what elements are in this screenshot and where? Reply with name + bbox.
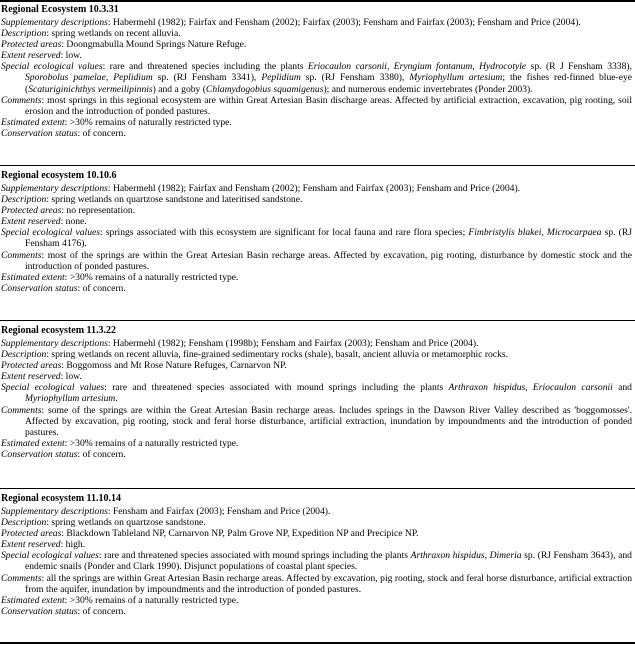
description-line: Description: spring wetlands on recent alluvia, fine-grained sedimentary rocks (shale), basalt, ancient alluvia or metamorphic rocks. bbox=[1, 349, 508, 361]
bottom-rule bbox=[0, 642, 635, 644]
conservation-status-line: Conservation status: of concern. bbox=[1, 448, 126, 460]
top-rule bbox=[0, 0, 635, 2]
supplementary-line: Supplementary descriptions: Habermehl (1982); Fairfax and Fensham (2002); Fairfax (2003); Fensham and Fairfax (2003); Fensham and Price (2004). bbox=[1, 17, 581, 28]
section-10-3-31 bbox=[1, 4, 632, 139]
special-values-line: Special ecological values: rare and threatened species associated with mound springs including the plants Arthraxon hispidus, Dimeria sp. (RJ Fensham 3643), and endemic snails (Ponder and Clark 1990). Disjunct populations of coastal plant species. bbox=[1, 550, 632, 573]
section-divider bbox=[0, 320, 635, 321]
comments-line: Comments: most springs in this regional ecosystem are within Great Artesian Basin discharge areas. Affected by artificial extraction, excavation, pig rooting, soil erosion and the introduction of ponded pastures. bbox=[1, 94, 632, 117]
section-title: Regional ecosystem 11.10.14 bbox=[1, 493, 121, 504]
section-title: Regional ecosystem 10.10.6 bbox=[1, 170, 117, 181]
comments-line: Comments: all the springs are within Great Artesian Basin recharge areas. Affected by excavation, pig rooting, stock and feral horse disturbance, artificial extraction from the aquifer, inundation by impoundments and the introduction of ponded pastures. bbox=[1, 572, 632, 595]
description-line: Description: spring wetlands on recent alluvia. bbox=[1, 28, 181, 40]
extent-reserved-line: Extent reserved: low. bbox=[1, 50, 82, 62]
comments-line: Comments: some of the springs are within the Great Artesian Basin recharge areas. Includes springs in the Dawson River Valley described as 'boggomosses'. Affected by excavation, pig rooting, stock and feral horse disturbance, artificial extraction, inundation by impoundments and the introduction of ponded pastures. bbox=[1, 404, 632, 438]
description-line: Description: spring wetlands on quartzose sandstone and lateritised sandstone. bbox=[1, 194, 303, 206]
extent-reserved-line: Extent reserved: low. bbox=[1, 371, 82, 383]
supplementary-line: Supplementary descriptions: Fensham and Fairfax (2003); Fensham and Price (2004). bbox=[1, 506, 331, 517]
section-11-10-14 bbox=[1, 493, 632, 617]
conservation-status-line: Conservation status: of concern. bbox=[1, 605, 126, 617]
extent-reserved-line: Extent reserved: none. bbox=[1, 216, 87, 228]
section-10-10-6 bbox=[1, 170, 632, 294]
special-values-line: Special ecological values: rare and threatened species associated with mound springs including the plants Arthraxon hispidus, Eriocaulon carsonii and Myriophyllum artesium. bbox=[1, 382, 632, 405]
estimated-extent-line: Estimated extent: >30% remains of a naturally restricted type. bbox=[1, 271, 239, 283]
conservation-status-line: Conservation status: of concern. bbox=[1, 282, 126, 294]
protected-line: Protected areas: Doongmabulla Mound Springs Nature Refuge. bbox=[1, 39, 247, 51]
section-divider bbox=[0, 488, 635, 489]
supplementary-line: Supplementary descriptions: Habermehl (1982); Fensham (1998b); Fensham and Fairfax (2003); Fensham and Price (2004). bbox=[1, 338, 479, 349]
protected-line: Protected areas: Boggomoss and Mt Rose Nature Refuges, Carnarvon NP. bbox=[1, 360, 287, 372]
estimated-extent-line: Estimated extent: >30% remains of a naturally restricted type. bbox=[1, 594, 239, 606]
special-values-line: Special ecological values: springs associated with this ecosystem are significant for local fauna and rare flora species; Fimbristylis blakei, Microcarpaea sp. (RJ Fensham 4176). bbox=[1, 227, 632, 250]
supplementary-line: Supplementary descriptions: Habermehl (1982); Fairfax and Fensham (2002); Fensham and Fairfax (2003); Fensham and Price (2004). bbox=[1, 183, 521, 194]
section-title: Regional ecosystem 11.3.22 bbox=[1, 325, 116, 336]
special-values-line: Special ecological values: rare and threatened species including the plants Eriocaulon carsonii, Eryngium fontanum, Hydrocotyle sp. (R J Fensham 3338), Sporobolus pamelae, Peplidium sp. (RJ Fensham 3341), Peplidium sp. (RJ Fensham 3380), Myriophyllum artesium; the fishes red-finned blue-eye (Scaturiginichthys vermeilipinnis) and a goby (Chlamydogobius squamigenus); and numerous endemic invertebrates (Ponder 2003). bbox=[1, 61, 633, 95]
section-title: Regional Ecosystem 10.3.31 bbox=[1, 4, 119, 15]
estimated-extent-line: Estimated extent: >30% remains of naturally restricted type. bbox=[1, 116, 232, 128]
conservation-status-line: Conservation status: of concern. bbox=[1, 127, 126, 139]
comments-line: Comments: most of the springs are within the Great Artesian Basin recharge areas. Affected by excavation, pig rooting, disturbance by domestic stock and the introduction of ponded pastures. bbox=[1, 249, 632, 272]
description-line: Description: spring wetlands on quartzose sandstone. bbox=[1, 517, 206, 529]
section-divider bbox=[0, 165, 635, 166]
protected-line: Protected areas: no representation. bbox=[1, 205, 136, 217]
estimated-extent-line: Estimated extent: >30% remains of a naturally restricted type. bbox=[1, 437, 239, 449]
section-11-3-22 bbox=[1, 325, 632, 460]
extent-reserved-line: Extent reserved: high. bbox=[1, 539, 86, 551]
protected-line: Protected areas: Blackdown Tableland NP, Carnarvon NP, Palm Grove NP, Expedition NP and Precipice NP. bbox=[1, 528, 419, 540]
